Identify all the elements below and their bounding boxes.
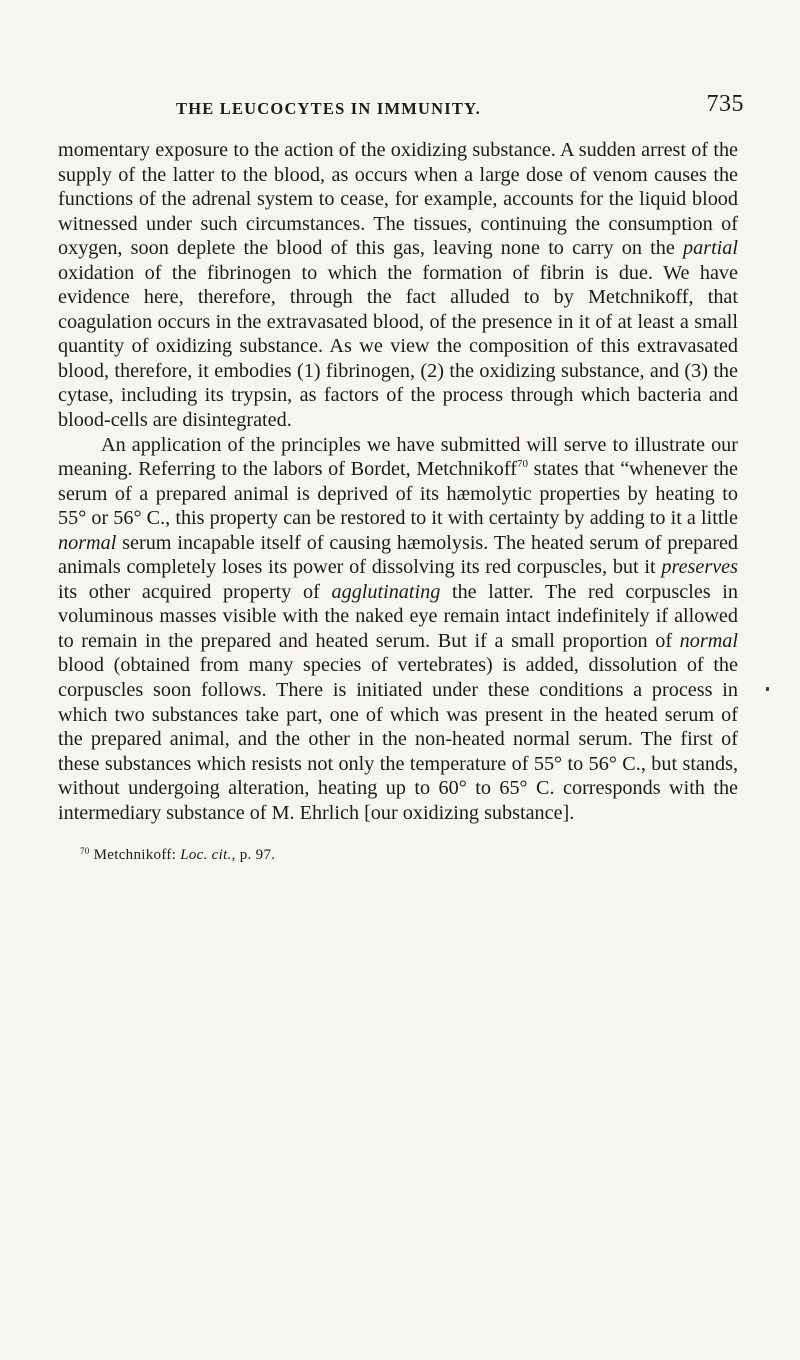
italic-agglutinating: agglutinating bbox=[331, 580, 441, 603]
body-text bbox=[58, 138, 738, 825]
italic-normal-1: normal bbox=[58, 531, 117, 554]
paragraph-2-text-2: states that “whenever the serum of a prepared animal is deprived of its hæmolytic properties by heating to 55° or 56° C., this property can be restored to it with certainty by adding to it a little bbox=[58, 458, 738, 530]
italic-preserves: preserves bbox=[661, 556, 738, 579]
paragraph-2-text-6: blood (obtained from many species of vertebrates) is added, dissolution of the corpuscles soon follows. There is initiated under these conditions a process in which two substances take part, one of which was present in the heated serum of the prepared animal, and the other in the non-heated normal serum. The first of these substances which resists not only the temperature of 55° to 56° C., but stands, without undergoing alteration, heating up to 60° to 65° C. corresponds with the intermediary substance of M. Ehrlich [our oxidizing substance]. bbox=[58, 654, 738, 824]
italic-partial: partial bbox=[683, 237, 738, 260]
footnote bbox=[80, 847, 680, 864]
footnote-citation: Loc. cit. bbox=[180, 847, 232, 863]
footnote-page: , p. 97. bbox=[231, 847, 276, 863]
paragraph-2-text-5: the latter. The red corpuscles in voluminous masses visible with the naked eye remain intact indefinitely if allowed to remain in the prepared and heated serum. But if a small proportion of bbox=[58, 580, 738, 652]
paragraph-1-text-1: momentary exposure to the action of the oxidizing substance. A sudden arrest of the supply of the latter to the blood, as occurs when a large dose of venom causes the functions of the adrenal system to cease, for example, accounts for the liquid blood witnessed under such circumstances. The tissues, continuing the consumption of oxygen, soon deplete the blood of this gas, leaving none to carry on the bbox=[58, 139, 738, 260]
paragraph-2-text-1: An application of the principles we have submitted will serve to illustrate our meaning. Referring to the labors of Bordet, Metchnikoff bbox=[58, 433, 738, 481]
footnote-marker: 70 bbox=[80, 846, 90, 856]
paragraph-2-text-3: serum incapable itself of causing hæmolysis. The heated serum of prepared animals completely loses its power of dissolving its red corpuscles, but it bbox=[58, 531, 738, 579]
footnote-reference: 70 bbox=[516, 458, 528, 471]
running-head bbox=[58, 91, 744, 127]
page-number: 735 bbox=[706, 91, 744, 117]
running-title: THE LEUCOCYTES IN IMMUNITY. bbox=[176, 99, 482, 118]
margin-mark bbox=[766, 687, 769, 691]
paragraph-1-text-2: oxidation of the fibrinogen to which the formation of fibrin is due. We have evidence here, therefore, through the fact alluded to by Metchnikoff, that coagulation occurs in the extravasated blood, of the presence in it of at least a small quantity of oxidizing substance. As we view the composition of this extravasated blood, therefore, it embodies (1) fibrinogen, (2) the oxidizing substance, and (3) the cytase, including its trypsin, as factors of the process through which bacteria and blood-cells are disintegrated. bbox=[58, 261, 738, 432]
paragraph-2 bbox=[58, 433, 738, 826]
italic-normal-2: normal bbox=[679, 629, 738, 652]
footnote-text: Metchnikoff: bbox=[89, 847, 181, 863]
paragraph-1 bbox=[58, 138, 738, 433]
paragraph-2-text-4: its other acquired property of bbox=[58, 580, 332, 603]
